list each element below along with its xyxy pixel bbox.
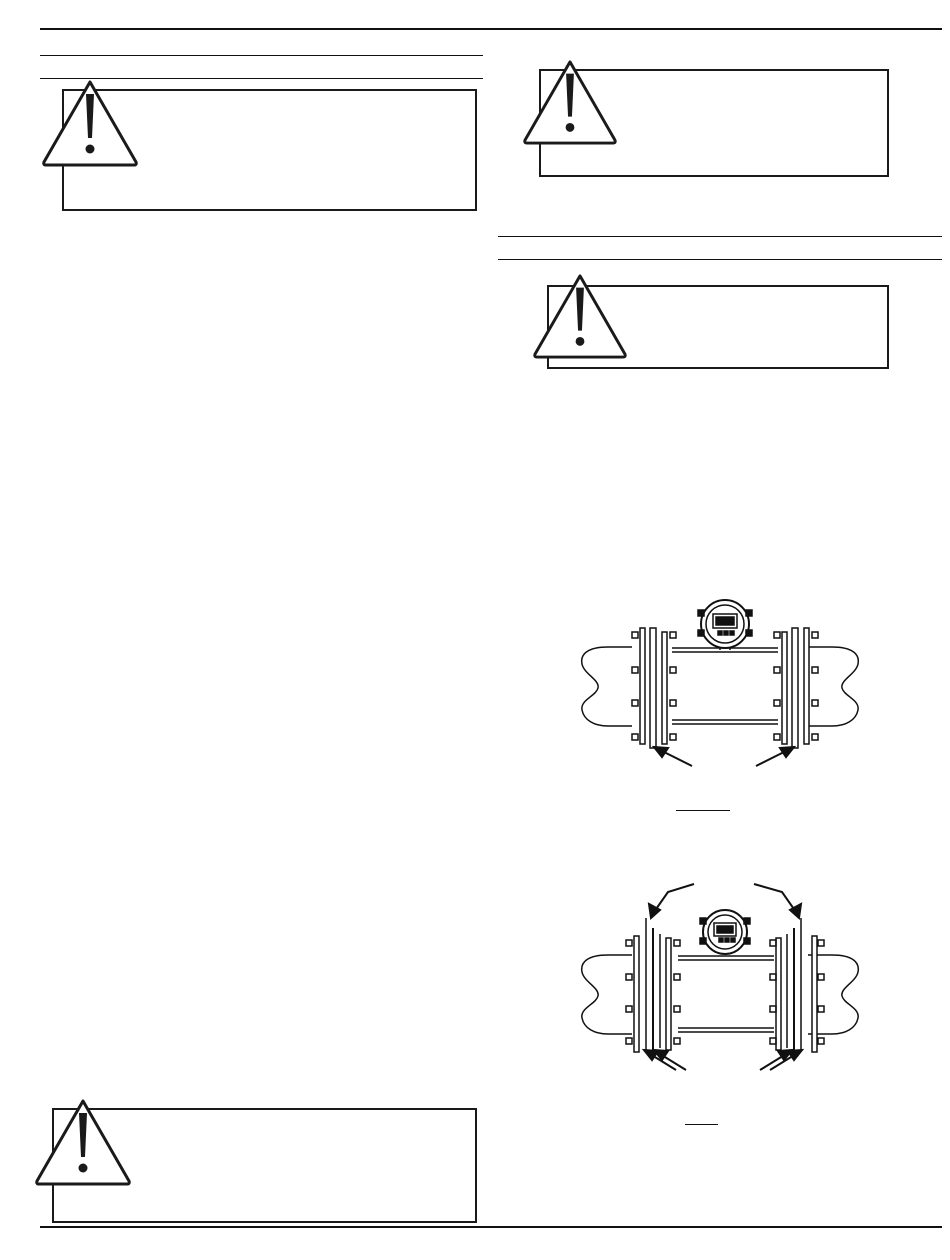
left-section-rule-top xyxy=(40,55,483,56)
footer-rule xyxy=(40,1226,942,1228)
figure-caption-underline xyxy=(685,1124,718,1125)
warning-triangle-icon xyxy=(520,58,620,146)
transmitter-head-icon xyxy=(700,910,750,954)
left-pipe-flange xyxy=(640,628,645,744)
left-meter-flange xyxy=(662,632,667,744)
warning-triangle-icon xyxy=(530,272,630,360)
header-rule xyxy=(40,28,942,30)
left-pipe xyxy=(582,955,632,1034)
right-grounding-ring xyxy=(792,628,798,748)
left-pipe-flange xyxy=(634,936,639,1052)
left-grounding-ring xyxy=(650,628,656,748)
figure-caption-underline xyxy=(676,810,730,811)
right-meter-flange xyxy=(782,632,787,744)
right-pipe-flange xyxy=(812,936,817,1052)
figure-flanged-meter-with-gaskets xyxy=(560,878,880,1078)
figure-flanged-meter-grounding-rings xyxy=(560,592,880,772)
transmitter-head-icon xyxy=(698,600,752,650)
right-section-rule-top xyxy=(498,236,942,237)
right-pipe xyxy=(808,647,858,726)
right-section-rule-bottom xyxy=(498,259,942,260)
right-pipe-flange xyxy=(804,628,809,744)
left-meter-flange xyxy=(666,938,671,1050)
warning-triangle-icon xyxy=(40,78,140,168)
warning-triangle-icon xyxy=(33,1097,133,1187)
left-pipe xyxy=(582,647,632,726)
right-meter-flange xyxy=(776,938,781,1050)
